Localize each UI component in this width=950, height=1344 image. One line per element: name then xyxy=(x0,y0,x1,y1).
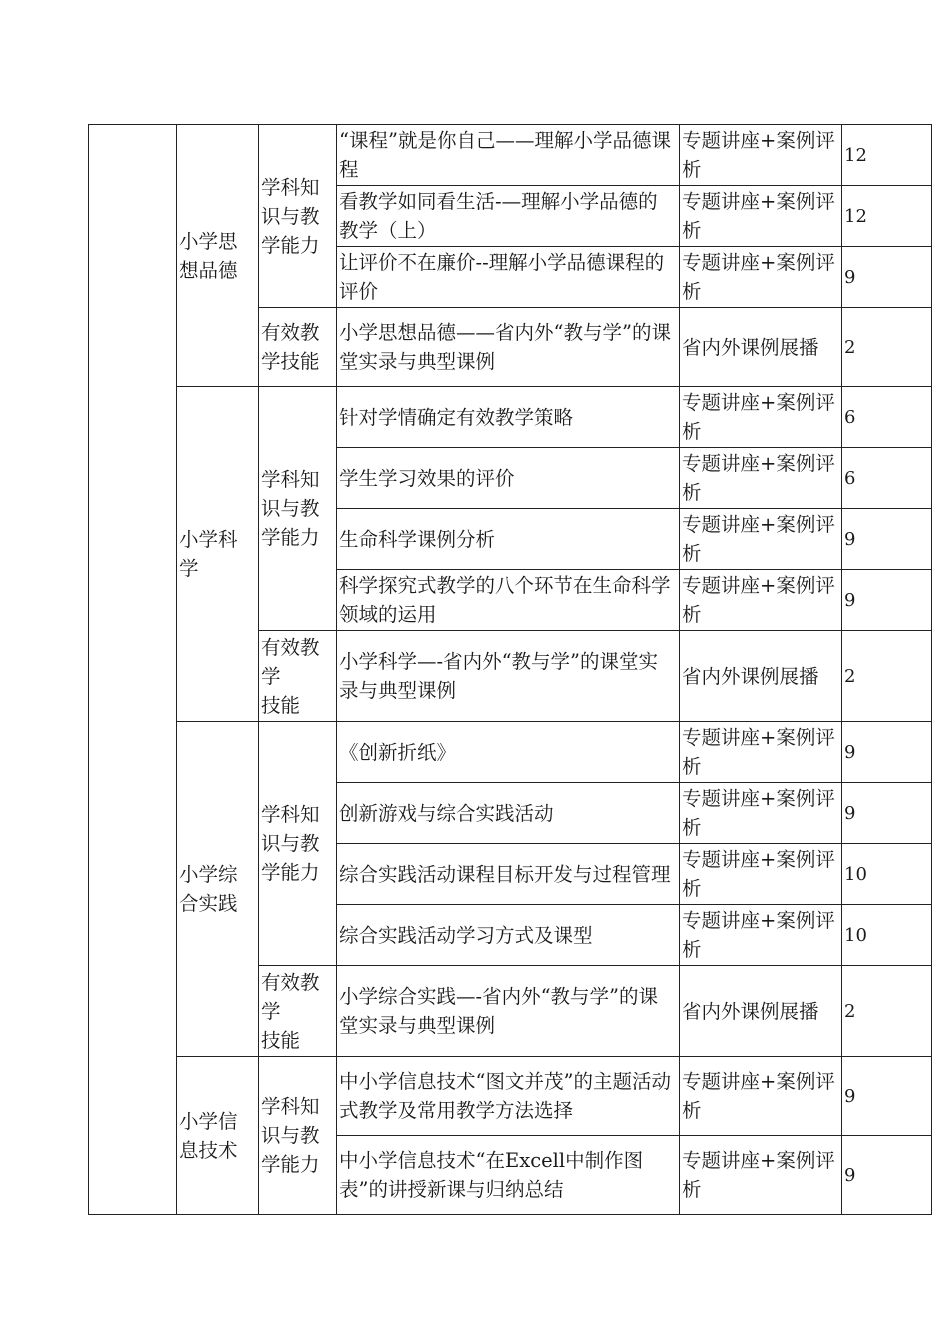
subject-cell: 小学综合实践 xyxy=(177,722,259,1057)
hours-cell: 9 xyxy=(842,570,932,631)
hours-cell: 2 xyxy=(842,966,932,1057)
table-row xyxy=(89,722,932,783)
teaching-method-cell: 专题讲座+案例评析 xyxy=(680,844,842,905)
table-row xyxy=(89,387,932,448)
teaching-method-cell: 专题讲座+案例评析 xyxy=(680,125,842,186)
course-schedule-table xyxy=(88,124,932,1215)
course-title-cell: 创新游戏与综合实践活动 xyxy=(337,783,680,844)
hours-cell: 2 xyxy=(842,631,932,722)
course-title-cell: 综合实践活动课程目标开发与过程管理 xyxy=(337,844,680,905)
teaching-method-cell: 专题讲座+案例评析 xyxy=(680,722,842,783)
subject-cell: 小学思想品德 xyxy=(177,125,259,387)
teaching-method-cell: 专题讲座+案例评析 xyxy=(680,1057,842,1136)
course-title-cell: 综合实践活动学习方式及课型 xyxy=(337,905,680,966)
hours-cell: 9 xyxy=(842,1136,932,1215)
category-cell: 学科知识与教学能力 xyxy=(259,387,337,631)
teaching-method-cell: 专题讲座+案例评析 xyxy=(680,247,842,308)
teaching-method-cell: 专题讲座+案例评析 xyxy=(680,905,842,966)
course-title-cell: 小学综合实践—-省内外“教与学”的课堂实录与典型课例 xyxy=(337,966,680,1057)
course-title-cell: “课程”就是你自己——理解小学品德课程 xyxy=(337,125,680,186)
hours-cell: 10 xyxy=(842,905,932,966)
category-cell: 有效教学技能 xyxy=(259,308,337,387)
teaching-method-cell: 省内外课例展播 xyxy=(680,966,842,1057)
category-cell: 有效教学 技能 xyxy=(259,966,337,1057)
module-blank-cell xyxy=(89,125,177,1215)
teaching-method-cell: 专题讲座+案例评析 xyxy=(680,186,842,247)
hours-cell: 12 xyxy=(842,186,932,247)
teaching-method-cell: 省内外课例展播 xyxy=(680,308,842,387)
hours-cell: 2 xyxy=(842,308,932,387)
course-title-cell: 学生学习效果的评价 xyxy=(337,448,680,509)
teaching-method-cell: 专题讲座+案例评析 xyxy=(680,570,842,631)
subject-cell: 小学科学 xyxy=(177,387,259,722)
course-title-cell: 中小学信息技术“在Excell中制作图表”的讲授新课与归纳总结 xyxy=(337,1136,680,1215)
hours-cell: 9 xyxy=(842,783,932,844)
course-title-cell: 看教学如同看生活-—理解小学品德的教学（上） xyxy=(337,186,680,247)
hours-cell: 12 xyxy=(842,125,932,186)
course-title-cell: 《创新折纸》 xyxy=(337,722,680,783)
teaching-method-cell: 专题讲座+案例评析 xyxy=(680,387,842,448)
teaching-method-cell: 省内外课例展播 xyxy=(680,631,842,722)
course-title-cell: 小学思想品德——省内外“教与学”的课堂实录与典型课例 xyxy=(337,308,680,387)
hours-cell: 9 xyxy=(842,247,932,308)
course-title-cell: 针对学情确定有效教学策略 xyxy=(337,387,680,448)
teaching-method-cell: 专题讲座+案例评析 xyxy=(680,448,842,509)
course-title-cell: 中小学信息技术“图文并茂”的主题活动式教学及常用教学方法选择 xyxy=(337,1057,680,1136)
course-title-cell: 生命科学课例分析 xyxy=(337,509,680,570)
table-row xyxy=(89,125,932,186)
hours-cell: 10 xyxy=(842,844,932,905)
category-cell: 学科知识与教学能力 xyxy=(259,125,337,308)
category-cell: 学科知识与教学能力 xyxy=(259,1057,337,1215)
teaching-method-cell: 专题讲座+案例评析 xyxy=(680,1136,842,1215)
course-title-cell: 科学探究式教学的八个环节在生命科学领域的运用 xyxy=(337,570,680,631)
hours-cell: 9 xyxy=(842,1057,932,1136)
hours-cell: 9 xyxy=(842,722,932,783)
table-row xyxy=(89,1057,932,1136)
teaching-method-cell: 专题讲座+案例评析 xyxy=(680,783,842,844)
hours-cell: 9 xyxy=(842,509,932,570)
course-title-cell: 让评价不在廉价--理解小学品德课程的评价 xyxy=(337,247,680,308)
category-cell: 有效教学 技能 xyxy=(259,631,337,722)
teaching-method-cell: 专题讲座+案例评析 xyxy=(680,509,842,570)
hours-cell: 6 xyxy=(842,387,932,448)
course-title-cell: 小学科学—-省内外“教与学”的课堂实录与典型课例 xyxy=(337,631,680,722)
hours-cell: 6 xyxy=(842,448,932,509)
category-cell: 学科知识与教学能力 xyxy=(259,722,337,966)
subject-cell: 小学信息技术 xyxy=(177,1057,259,1215)
